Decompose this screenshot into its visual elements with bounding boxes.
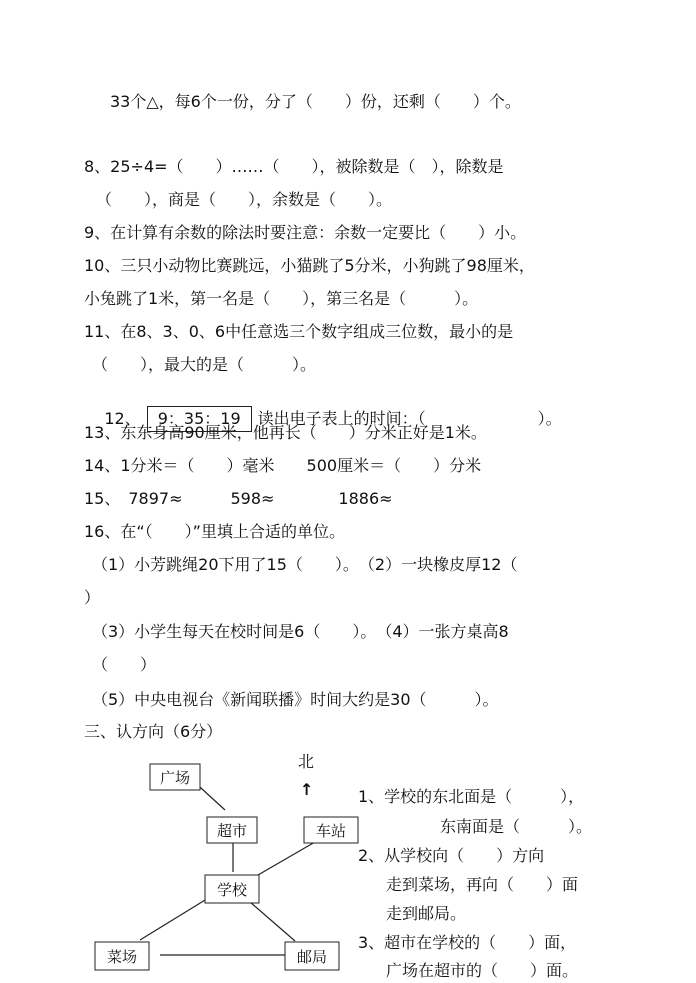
- node-xuexiao: [205, 875, 259, 903]
- node-chaoshi: [207, 817, 257, 843]
- map-question-3-line-2: 广场在超市的（ ）面。: [386, 961, 579, 980]
- map-question-2-line-3: 走到邮局。: [386, 904, 467, 923]
- question-12-number: 12、: [104, 409, 141, 428]
- map-question-2-line-1: 2、从学校向（ ）方向: [358, 846, 545, 865]
- question-15-line: 15、 7897≈ 598≈ 1886≈: [84, 489, 393, 508]
- question-11-line-2: （ ），最大的是（ ）。: [92, 355, 317, 374]
- question-16-item-1-2: （1）小芳跳绳20下用了15（ ）。 （2）一块橡皮厚12（: [92, 555, 518, 574]
- map-question-2-line-2: 走到菜场，再向（ ）面: [386, 875, 579, 894]
- question-16-item-5: （5）中央电视台《新闻联播》时间大约是30（ ）。: [92, 690, 499, 709]
- question-10-line-2: 小兔跳了1米，第一名是（ ），第三名是（ ）。: [84, 289, 479, 308]
- edge-xuexiao-youju: [250, 902, 295, 941]
- question-16-item-3-4: （3）小学生每天在校时间是6（ ）。 （4）一张方桌高8: [92, 622, 509, 641]
- digital-clock-box: 9：35：19: [147, 406, 252, 432]
- question-12-text: 读出电子表上的时间：（ ）。: [257, 409, 562, 428]
- map-question-1-line-1: 1、学校的东北面是（ ），: [358, 787, 585, 806]
- node-youju: [285, 942, 339, 970]
- question-8-line-2: （ ），商是（ ），余数是（ ）。: [96, 190, 393, 209]
- question-11-line-1: 11、在8、3、0、6中任意选三个数字组成三位数，最小的是: [84, 322, 514, 341]
- node-guangchang-label: 广场: [159, 769, 191, 787]
- question-14-line: 14、1分米＝（ ）毫米 500厘米＝（ ）分米: [84, 456, 482, 475]
- node-chaoshi-label: 超市: [216, 822, 248, 840]
- node-caichang: [95, 942, 149, 970]
- question-9-line: 9、在计算有余数的除法时要注意：余数一定要比（ ）小。: [84, 223, 527, 242]
- map-question-3-line-1: 3、超市在学校的（ ）面，: [358, 933, 577, 952]
- question-10-line-1: 10、三只小动物比赛跳远，小猫跳了5分米，小狗跳了98厘米，: [84, 256, 535, 275]
- node-caichang-label: 菜场: [106, 948, 138, 966]
- node-chezhan: [304, 817, 358, 843]
- edge-xuexiao-chezhan: [258, 842, 315, 875]
- question-7-line: 33个△，每6个一份，分了（ ）份，还剩（ ）个。: [110, 92, 521, 111]
- edge-xuexiao-caichang: [140, 897, 210, 940]
- node-youju-label: 邮局: [296, 948, 328, 966]
- section-3-heading: 三、认方向（6分）: [84, 722, 223, 741]
- question-16-heading: 16、在“（ ）”里填上合适的单位。: [84, 522, 345, 541]
- node-chezhan-label: 车站: [315, 822, 347, 840]
- north-arrow-icon: ↑: [300, 780, 314, 799]
- direction-map: [90, 755, 380, 980]
- question-16-item-4-end: （ ）: [92, 655, 157, 674]
- node-xuexiao-label: 学校: [216, 881, 248, 899]
- question-8-line-1: 8、25÷4=（ ）……（ ），被除数是（ ），除数是: [84, 157, 504, 176]
- question-13-line: 13、东东身高90厘米，他再长（ ）分米正好是1米。: [84, 423, 487, 442]
- question-16-item-2-end: ）: [84, 588, 101, 607]
- node-guangchang: [150, 764, 200, 790]
- north-label: 北: [298, 752, 315, 771]
- map-question-1-line-2: 东南面是（ ）。: [440, 817, 593, 836]
